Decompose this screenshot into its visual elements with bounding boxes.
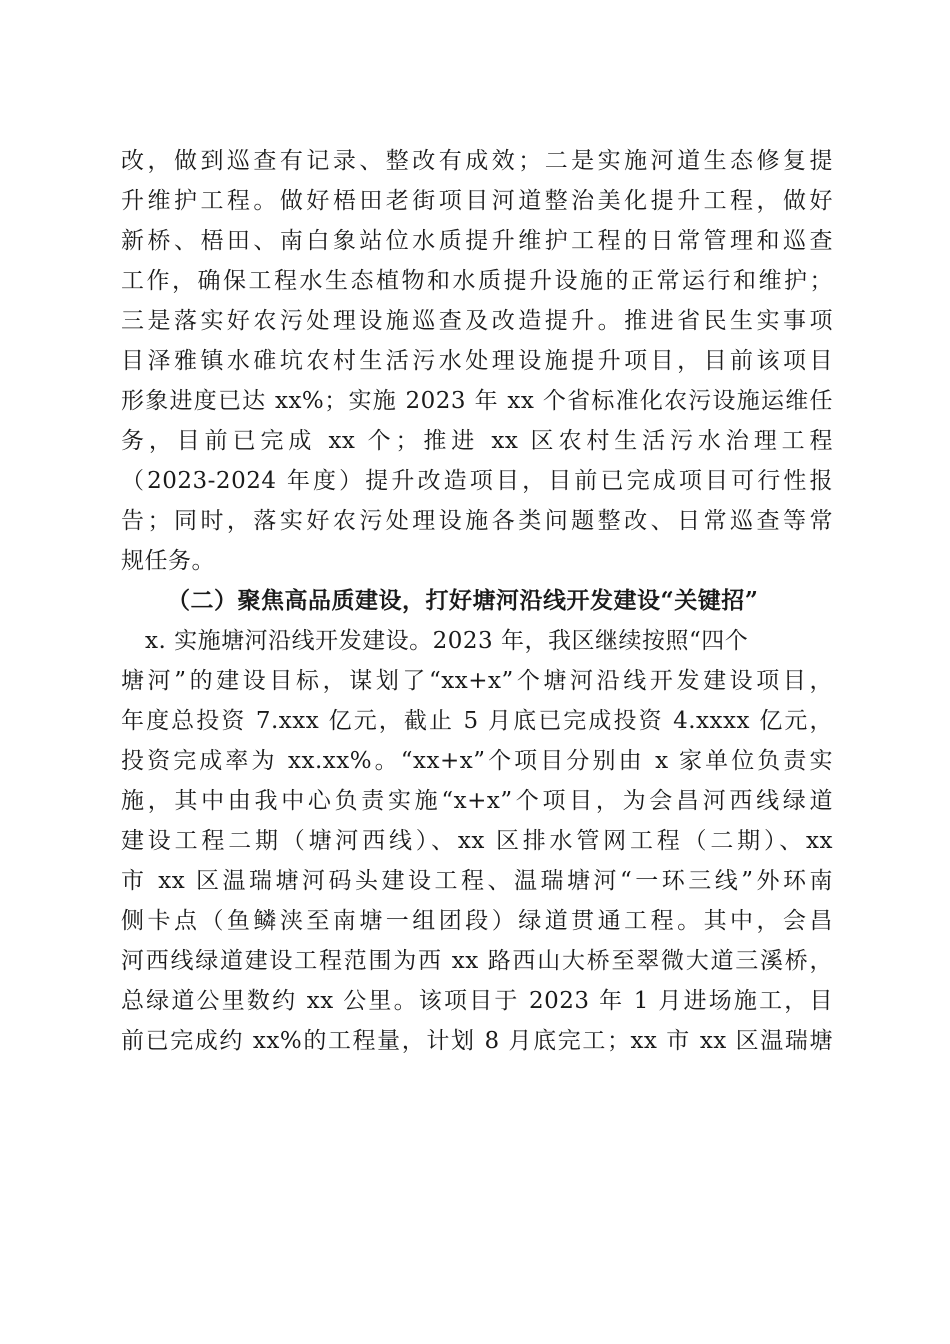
text-line: 总绿道公里数约 xx 公里。该项目于 2023 年 1 月进场施工，目	[121, 988, 833, 1014]
text-line: 市 xx 区温瑞塘河码头建设工程、温瑞塘河“一环三线”外环南	[121, 868, 833, 894]
text-line: 施，其中由我中心负责实施“x+x”个项目，为会昌河西线绿道	[121, 788, 833, 814]
text-line: 建设工程二期（塘河西线）、xx 区排水管网工程（二期）、xx	[121, 828, 833, 854]
text-line: 形象进度已达 xx%；实施 2023 年 xx 个省标准化农污设施运维任	[121, 388, 833, 414]
text-line: 河西线绿道建设工程范围为西 xx 路西山大桥至翠微大道三溪桥，	[121, 948, 833, 974]
text-line: 务，目前已完成 xx 个；推进 xx 区农村生活污水治理工程	[121, 428, 833, 454]
paragraph-first-line: x. 实施塘河沿线开发建设。2023 年，我区继续按照“四个	[145, 628, 749, 654]
text-line: 工作，确保工程水生态植物和水质提升设施的正常运行和维护；	[121, 268, 833, 294]
text-line: 改，做到巡查有记录、整改有成效；二是实施河道生态修复提	[121, 148, 833, 174]
text-line: 侧卡点（鱼鳞浃至南塘一组团段）绿道贯通工程。其中，会昌	[121, 908, 833, 934]
text-line: （2023-2024 年度）提升改造项目，目前已完成项目可行性报	[121, 468, 833, 494]
text-line: 规任务。	[121, 548, 215, 574]
text-line: 投资完成率为 xx.xx%。“xx+x”个项目分别由 x 家单位负责实	[121, 748, 834, 774]
text-line: 三是落实好农污处理设施巡查及改造提升。推进省民生实事项	[121, 308, 833, 334]
section-heading: （二）聚焦高品质建设，打好塘河沿线开发建设“关键招”	[167, 587, 759, 614]
text-line: 塘河”的建设目标，谋划了“xx+x”个塘河沿线开发建设项目，	[121, 668, 833, 694]
text-line: 前已完成约 xx%的工程量，计划 8 月底完工；xx 市 xx 区温瑞塘	[121, 1028, 833, 1054]
text-line: 年度总投资 7.xxx 亿元，截止 5 月底已完成投资 4.xxxx 亿元，	[121, 708, 833, 734]
text-line: 升维护工程。做好梧田老街项目河道整治美化提升工程，做好	[121, 188, 833, 214]
text-line: 新桥、梧田、南白象站位水质提升维护工程的日常管理和巡查	[121, 228, 833, 254]
text-line: 告；同时，落实好农污处理设施各类问题整改、日常巡查等常	[121, 508, 833, 534]
text-line: 目泽雅镇水碓坑农村生活污水处理设施提升项目，目前该项目	[121, 348, 833, 374]
document-body	[121, 141, 833, 1061]
